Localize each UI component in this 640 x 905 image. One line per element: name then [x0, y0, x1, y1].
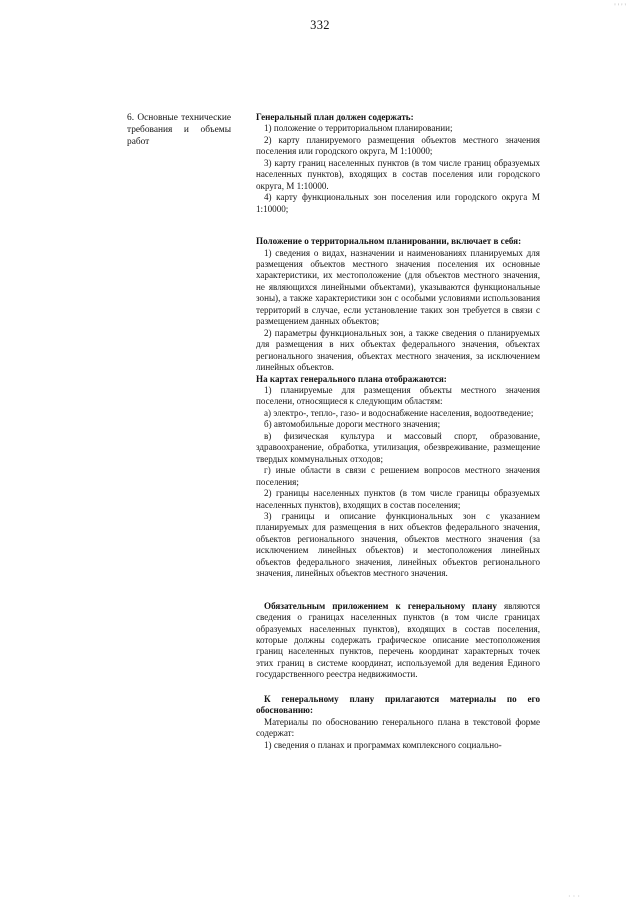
paragraph [256, 135, 540, 158]
paragraph [256, 465, 540, 488]
paragraph-text: являются сведения о границах населенных пунктов (в том числе границах образуемых населенных пунктов), входящих в состав поселения, которые должны содержать графическое описание местоположения границ населенных пунктов, перечень координат характерных точек этих границ в системе координат, используемой для ведения Единого государственного реестра недвижимости. [256, 600, 540, 680]
section-heading [256, 112, 540, 123]
requirements-text [256, 112, 540, 751]
paragraph-text: Генеральный план должен содержать: [256, 112, 414, 122]
paragraph [256, 328, 540, 374]
spacer [256, 215, 540, 236]
paragraph [256, 694, 540, 717]
section-heading [256, 374, 540, 385]
paragraph-text: 4) карту функциональных зон поселения или городского округа М 1:10000; [256, 192, 540, 214]
paragraph-text: б) автомобильные дороги местного значения; [264, 419, 441, 430]
paragraph-text: 1) планируемые для размещения объекты местного значения поселени, относящиеся к следующим областям: [256, 384, 540, 407]
paragraph [256, 408, 540, 419]
paragraph-text: 3) карту границ населенных пунктов (в том числе границ образуемых населенных пунктов), входящих в состав поселения или городского округа, М 1:10000. [256, 157, 540, 191]
bold-lead: Обязательным приложением к генеральному плану [264, 600, 497, 611]
paragraph-text: На картах генерального плана отображаются: [256, 373, 447, 384]
paragraph [256, 740, 540, 751]
paragraph-text: 2) карту планируемого размещения объектов местного значения поселения или городского округа, М 1:10000; [256, 134, 540, 157]
paragraph [256, 158, 540, 192]
paragraph-text: в) физическая культура и массовый спорт, образование, здравоохранение, обработка, утилизация, обезвреживание, размещение твердых коммунальных отходов; [256, 430, 540, 464]
paragraph [256, 192, 540, 215]
paragraph [256, 419, 540, 430]
paragraph-text: г) иные области в связи с решением вопросов местного значения поселения; [256, 465, 540, 487]
paragraph-text: 2) параметры функциональных зон, а также сведения о планируемых для размещения в них объектах федерального значения, объектах регионального значения, объектах местного значения, за исключением линейных объектов. [256, 327, 540, 373]
paragraph-text: Положение о территориальном планировании, включает в себя: [256, 236, 522, 247]
paragraph-text: 3) границы и описание функциональных зон с указанием планируемых для размещения в них объектов федерального значения, объектов регионального значения, объектов местного значения (за исключением линейных объектов) и местоположения линейных объектов федерального значения, линейных объектов регионального значения, линейных объектов местного значения. [256, 510, 540, 579]
paragraph [256, 511, 540, 580]
scan-mark-top: ' ' ' ' [614, 2, 626, 11]
paragraph-text: 1) сведения о видах, назначении и наименованиях планируемых для размещения объектов местного значения поселения их основные характеристики, их местоположение (для объектов местного значения, не являющихся линейными объектами), указываются функциональные зоны), а также характеристики зон с особыми условиями использования территорий в случае, если установление таких зон требуется в связи с размещением данных объектов; [256, 247, 540, 327]
paragraph [256, 248, 540, 328]
section-label: 6. Основные технические требования и объемы работ [127, 113, 231, 147]
paragraph [256, 488, 540, 511]
paragraph-text: 2) границы населенных пунктов (в том числе границы образуемых населенных пунктов), входящих в состав поселения; [256, 488, 540, 510]
spacer [256, 681, 540, 694]
spacer [256, 580, 540, 601]
paragraph [256, 601, 540, 681]
paragraph-text: 1) положение о территориальном планировании; [264, 123, 453, 134]
paragraph [256, 123, 540, 134]
paragraph [256, 717, 540, 740]
bold-lead: К генеральному плану прилагаются материалы по его обоснованию: [256, 693, 540, 716]
page-number: 332 [310, 18, 330, 32]
scan-mark-bottom: · · · [568, 892, 580, 901]
paragraph-text: 1) сведения о планах и программах комплексного социально- [264, 739, 502, 750]
paragraph [256, 431, 540, 465]
paragraph-text: а) электро-, тепло-, газо- и водоснабжение населения, водоотведение; [264, 407, 534, 418]
section-heading [256, 236, 540, 247]
paragraph-text: Материалы по обоснованию генерального плана в текстовой форме содержат: [256, 716, 540, 739]
paragraph [256, 385, 540, 408]
